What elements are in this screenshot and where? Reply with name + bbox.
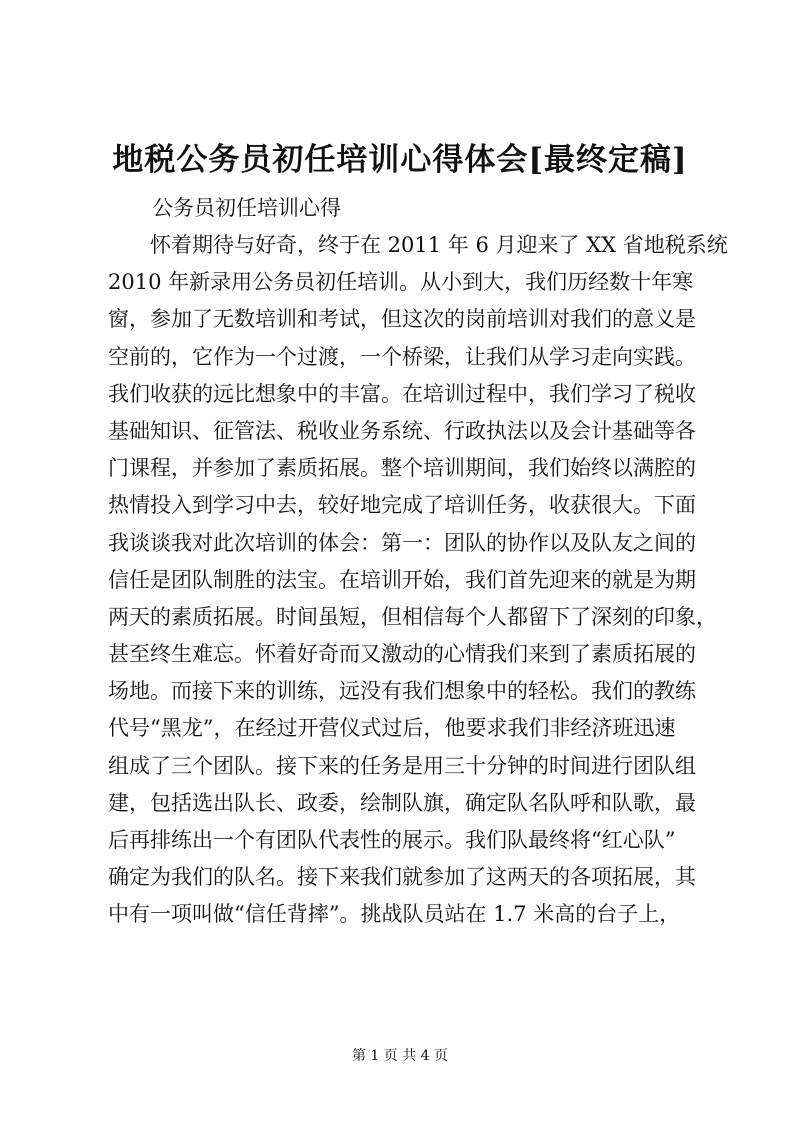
body-line: 组成了三个团队。接下来的任务是用三十分钟的时间进行团队组 <box>108 753 696 778</box>
body-line: 中有一项叫做“信任背摔”。挑战队员站在 1.7 米高的台子上， <box>108 902 681 927</box>
body-line: 后再排练出一个有团队代表性的展示。我们队最终将“红心队” <box>108 828 676 852</box>
body-line: 代号“黑龙”，在经过开营仪式过后，他要求我们非经济班迅速 <box>108 716 676 741</box>
body-line: 我谈谈我对此次培训的体会：第一：团队的协作以及队友之间的 <box>108 530 696 555</box>
body-line: 2010 年新录用公务员初任培训。从小到大，我们历经数十年寒 <box>108 270 694 295</box>
body-line: 确定为我们的队名。接下来我们就参加了这两天的各项拓展，其 <box>108 865 696 890</box>
body-line: 空前的，它作为一个过渡，一个桥梁，让我们从学习走向实践。 <box>108 344 696 369</box>
body-line: 基础知识、征管法、税收业务系统、行政执法以及会计基础等各 <box>108 418 696 443</box>
page-number-footer: 第 1 页 共 4 页 <box>351 1048 449 1064</box>
body-line: 建，包括选出队长、政委，绘制队旗，确定队名队呼和队歌，最 <box>108 790 696 815</box>
document-body <box>108 227 728 934</box>
body-line: 信任是团队制胜的法宝。在培训开始，我们首先迎来的就是为期 <box>108 567 696 592</box>
body-line: 甚至终生难忘。怀着好奇而又激动的心情我们来到了素质拓展的 <box>108 642 696 667</box>
body-line: 热情投入到学习中去，较好地完成了培训任务，收获很大。下面 <box>108 493 696 518</box>
body-line: 怀着期待与好奇，终于在 2011 年 6 月迎来了 XX 省地税系统 <box>150 233 728 257</box>
body-line: 场地。而接下来的训练，远没有我们想象中的轻松。我们的教练 <box>108 679 696 704</box>
document-title: 地税公务员初任培训心得体会[最终定稿] <box>112 142 688 178</box>
body-line: 两天的素质拓展。时间虽短，但相信每个人都留下了深刻的印象， <box>108 604 717 629</box>
body-line: 门课程，并参加了素质拓展。整个培训期间，我们始终以满腔的 <box>108 456 696 481</box>
body-line: 我们收获的远比想象中的丰富。在培训过程中，我们学习了税收 <box>108 381 696 406</box>
document-subtitle: 公务员初任培训心得 <box>152 196 341 220</box>
body-line: 窗，参加了无数培训和考试，但这次的岗前培训对我们的意义是 <box>108 307 696 332</box>
